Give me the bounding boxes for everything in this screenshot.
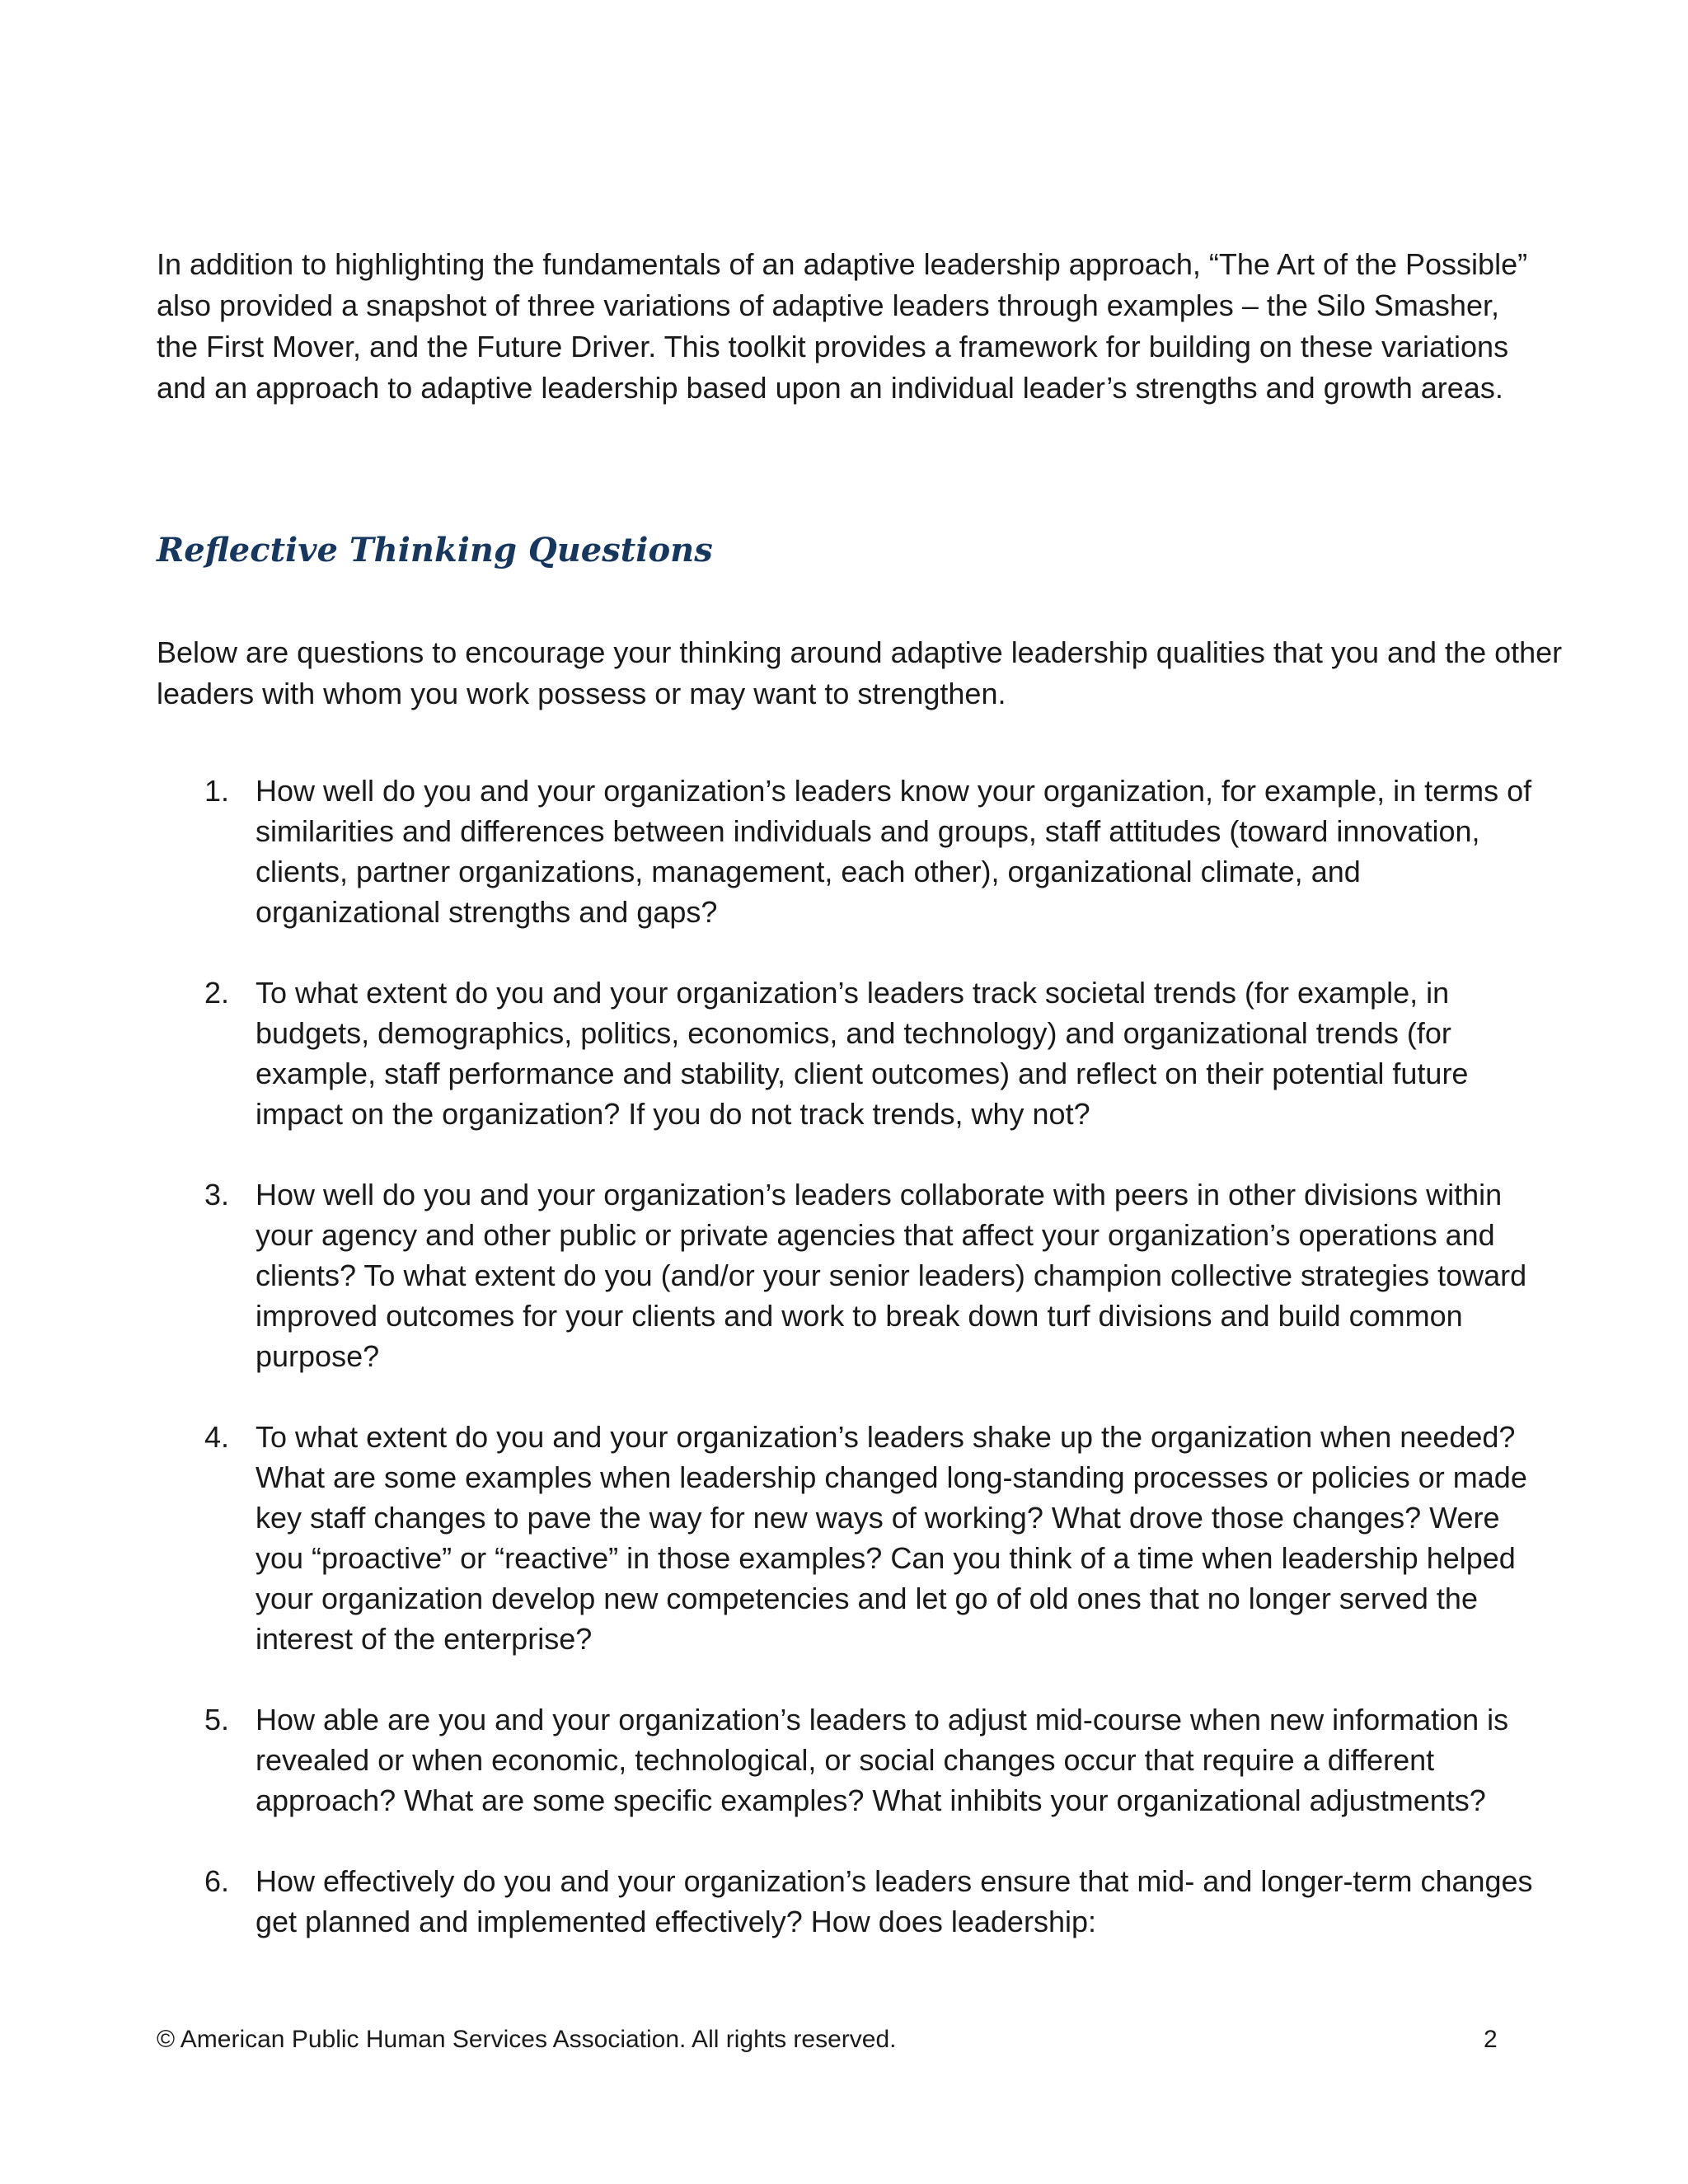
question-number: 1.	[204, 774, 230, 808]
question-number: 3.	[204, 1178, 230, 1212]
question-item-1	[157, 771, 1541, 932]
question-number: 6.	[204, 1864, 230, 1898]
question-item-3	[157, 1174, 1541, 1376]
lead-paragraph: Below are questions to encourage your thinking around adaptive leadership qualities that you and the other leaders with whom you work possess or may want to strengthen.	[157, 635, 1563, 710]
intro-paragraph: In addition to highlighting the fundamentals of an adaptive leadership approach, “The Art of the Possible” also provided a snapshot of three variations of adaptive leaders through examples – the Silo Smasher, the First Mover, and the Future Driver. This toolkit provides a framework for building on these variations and an approach to adaptive leadership based upon an individual leader’s strengths and growth areas.	[157, 247, 1528, 405]
question-text: How able are you and your organization’s leaders to adjust mid-course when new information is revealed or when economic, technological, or social changes occur that require a different approach? What are some specific examples? What inhibits your organizational adjustments?	[256, 1703, 1509, 1817]
question-item-6	[157, 1861, 1541, 1942]
question-text: How effectively do you and your organization’s leaders ensure that mid- and longer-term changes get planned and implemented effectively? How does leadership:	[256, 1864, 1533, 1938]
question-text: How well do you and your organization’s leaders know your organization, for example, in terms of similarities and differences between individuals and groups, staff attitudes (toward innovation, clients, partner organizations, management, each other), organizational climate, and organizational strengths and gaps?	[256, 774, 1532, 929]
question-list	[157, 771, 1541, 1982]
question-number: 2.	[204, 976, 230, 1010]
section-heading: Reflective Thinking Questions	[157, 531, 713, 569]
question-text: To what extent do you and your organization’s leaders track societal trends (for example, in budgets, demographics, politics, economics, and technology) and organizational trends (for example, staff performance and stability, client outcomes) and reflect on their potential future impact on the organization? If you do not track trends, why not?	[256, 976, 1469, 1131]
question-item-5	[157, 1699, 1541, 1821]
question-number: 5.	[204, 1703, 230, 1736]
question-item-2	[157, 972, 1541, 1134]
question-number: 4.	[204, 1420, 230, 1454]
footer-page-number: 2	[1484, 2026, 1498, 2053]
question-item-4	[157, 1417, 1541, 1659]
question-text: To what extent do you and your organization’s leaders shake up the organization when needed? What are some examples when leadership changed long-standing processes or policies or made key staff changes to pave the way for new ways of working? What drove those changes? Were you “proactive” or “reactive” in those examples? Can you think of a time when leadership helped your organization develop new competencies and let go of old ones that no longer served the interest of the enterprise?	[256, 1420, 1527, 1656]
question-text: How well do you and your organization’s leaders collaborate with peers in other divisions within your agency and other public or private agencies that affect your organization’s operations and clients? To what extent do you (and/or your senior leaders) champion collective strategies toward improved outcomes for your clients and work to break down turf divisions and build common purpose?	[256, 1178, 1527, 1373]
footer-copyright: © American Public Human Services Association. All rights reserved.	[157, 2026, 897, 2053]
